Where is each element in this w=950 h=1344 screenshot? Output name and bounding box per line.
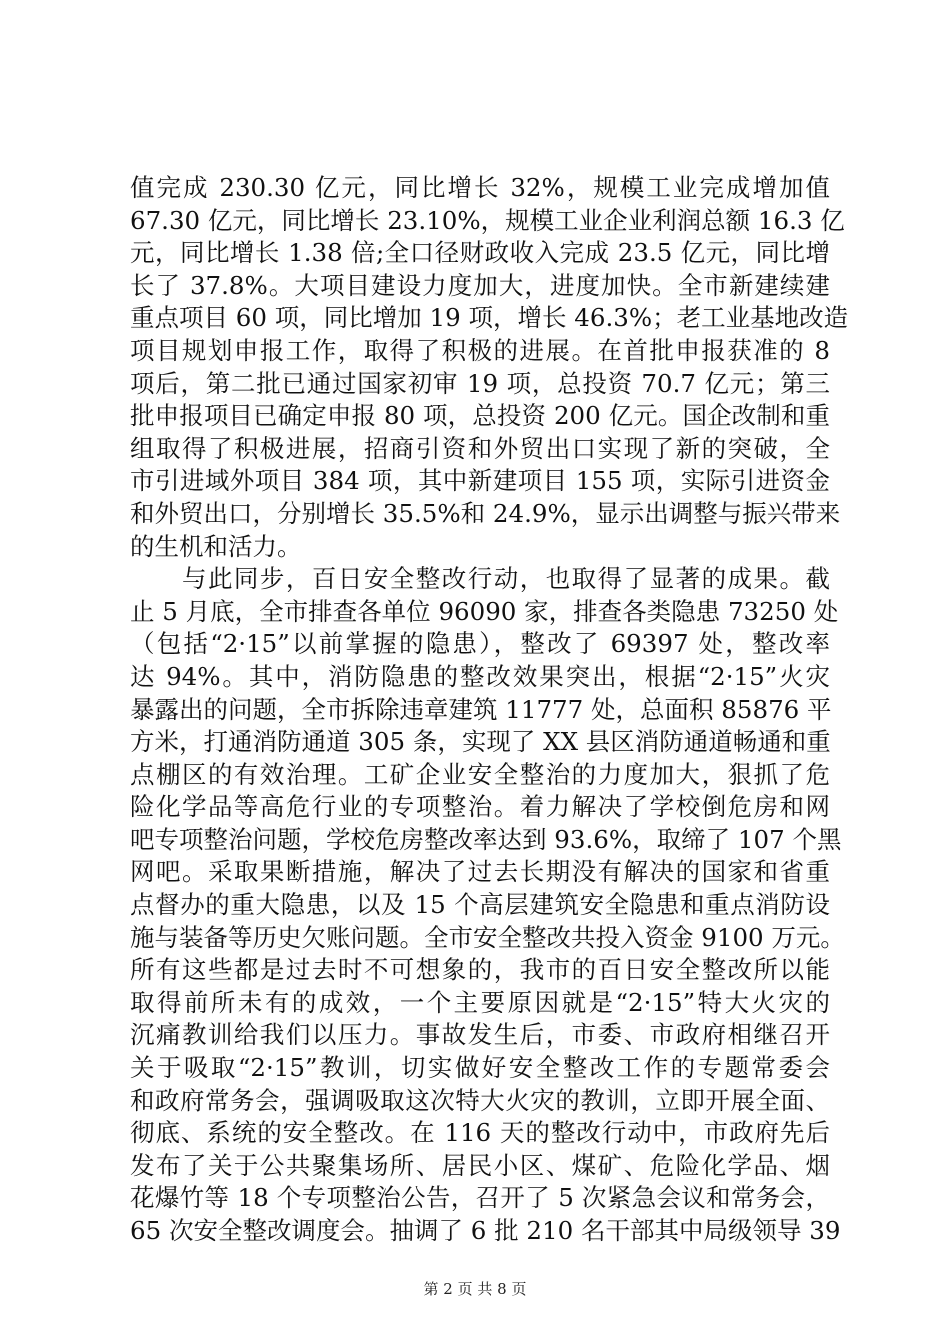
text-line: 达 94%。其中，消防隐患的整改效果突出，根据“2·15”火灾	[130, 661, 830, 691]
text-line: （包括“2·15”以前掌握的隐患），整改了 69397 处，整改率	[130, 629, 830, 659]
text-line: 沉痛教训给我们以压力。事故发生后，市委、市政府相继召开	[130, 1020, 830, 1050]
text-line: 和政府常务会，强调吸取这次特大火灾的教训，立即开展全面、	[130, 1085, 830, 1115]
text-line: 取得前所未有的成效，一个主要原因就是“2·15”特大火灾的	[130, 987, 830, 1017]
paragraph-safety	[130, 563, 845, 1247]
text-line: 止 5 月底，全市排查各单位 96090 家，排查各类隐患 73250 处	[130, 596, 839, 626]
page-number: 第 2 页 共 8 页	[423, 1280, 527, 1298]
text-line: 元，同比增长 1.38 倍;全口径财政收入完成 23.5 亿元，同比增	[130, 238, 830, 268]
text-line: 发布了关于公共聚集场所、居民小区、煤矿、危险化学品、烟	[130, 1150, 830, 1180]
text-line: 网吧。采取果断措施，解决了过去长期没有解决的国家和省重	[130, 857, 830, 887]
document-body	[130, 172, 849, 1248]
text-line: 施与装备等历史欠账问题。全市安全整改共投入资金 9100 万元。	[130, 922, 845, 952]
text-line: 项后，第二批已通过国家初审 19 项，总投资 70.7 亿元；第三	[130, 368, 830, 398]
text-line: 点棚区的有效治理。工矿企业安全整治的力度加大，狠抓了危	[130, 759, 830, 789]
text-line: 关于吸取“2·15”教训，切实做好安全整改工作的专题常委会	[130, 1053, 830, 1083]
text-line: 的生机和活力。	[130, 531, 302, 561]
text-line: 65 次安全整改调度会。抽调了 6 批 210 名干部其中局级领导 39	[130, 1216, 841, 1245]
text-line: 长了 37.8%。大项目建设力度加大，进度加快。全市新建续建	[130, 270, 830, 300]
text-line: 项目规划申报工作，取得了积极的进展。在首批申报获准的 8	[130, 335, 830, 365]
text-line: 彻底、系统的安全整改。在 116 天的整改行动中，市政府先后	[130, 1118, 830, 1148]
text-line: 批申报项目已确定申报 80 项，总投资 200 亿元。国企改制和重	[130, 401, 830, 431]
text-line: 暴露出的问题，全市拆除违章建筑 11777 处，总面积 85876 平	[130, 694, 832, 724]
paragraph-economy	[130, 172, 849, 563]
page-footer	[0, 1278, 950, 1299]
text-line: 市引进域外项目 384 项，其中新建项目 155 项，实际引进资金	[130, 466, 830, 496]
text-line: 方米，打通消防通道 305 条，实现了 XX 县区消防通道畅通和重	[130, 727, 831, 757]
text-line: 所有这些都是过去时不可想象的，我市的百日安全整改所以能	[130, 955, 830, 985]
text-line: 与此同步，百日安全整改行动，也取得了显著的成果。截	[130, 564, 830, 594]
text-line: 吧专项整治问题，学校危房整改率达到 93.6%，取缔了 107 个黑	[130, 824, 842, 854]
text-line: 和外贸出口，分别增长 35.5%和 24.9%，显示出调整与振兴带来	[130, 498, 841, 528]
text-line: 值完成 230.30 亿元，同比增长 32%，规模工业完成增加值	[130, 173, 830, 202]
text-line: 点督办的重大隐患，以及 15 个高层建筑安全隐患和重点消防设	[130, 890, 830, 920]
text-line: 险化学品等高危行业的专项整治。着力解决了学校倒危房和网	[130, 792, 830, 822]
text-line: 重点项目 60 项，同比增加 19 项，增长 46.3%；老工业基地改造	[130, 303, 849, 333]
text-line: 花爆竹等 18 个专项整治公告，召开了 5 次紧急会议和常务会，	[130, 1183, 830, 1213]
text-line: 组取得了积极进展，招商引资和外贸出口实现了新的突破，全	[130, 433, 830, 463]
text-line: 67.30 亿元，同比增长 23.10%，规模工业企业利润总额 16.3 亿	[130, 205, 845, 235]
